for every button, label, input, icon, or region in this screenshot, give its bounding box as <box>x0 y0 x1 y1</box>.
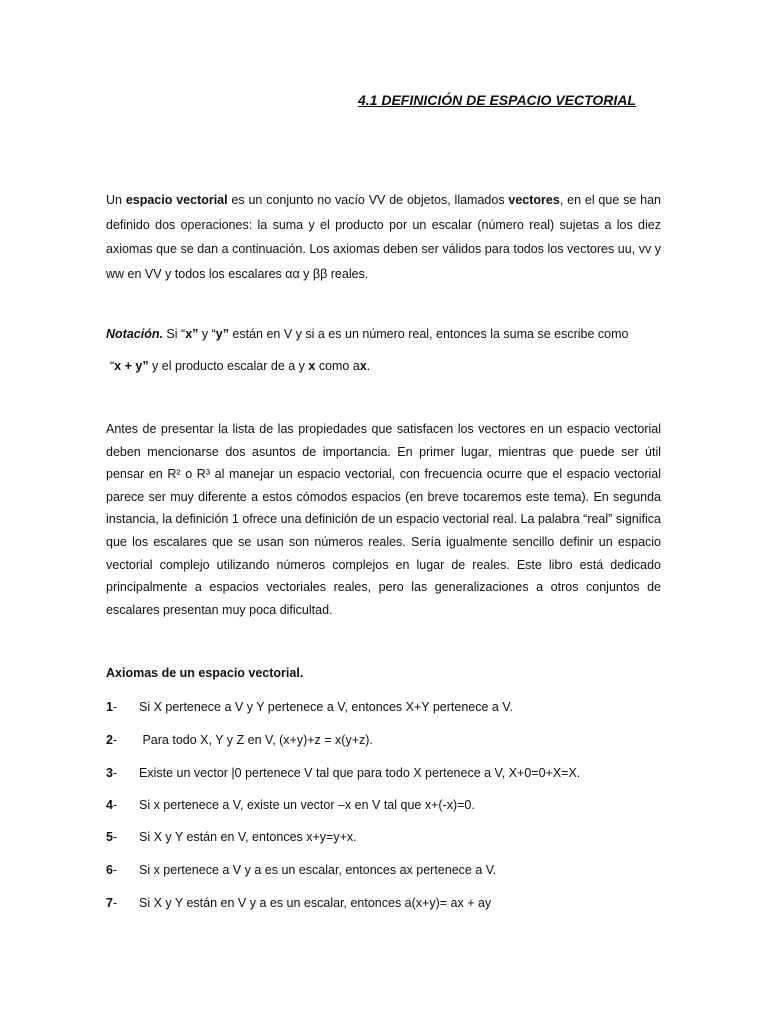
notation-l2-x: x <box>308 359 316 373</box>
axiom-item <box>106 896 491 910</box>
notation-text-3: están en V y si a es un número real, entonces la suma se escribe como <box>228 327 629 341</box>
axiom-text: Existe un vector |0 pertenece V tal que para todo X pertenece a V, X+0=0+X=X. <box>139 766 581 780</box>
axiom-item <box>106 700 513 714</box>
body-paragraph: Antes de presentar la lista de las propiedades que satisfacen los vectores en un espacio vectorial deben mencionarse dos asuntos de importancia. En primer lugar, mientras que puede ser útil pensar en R² o R³ al manejar un espacio vectorial, con frecuencia ocurre que el espacio vectorial parece ser muy diferente a estos cómodos espacios (en breve tocaremos este tema). En segunda instancia, la definición 1 ofrece una definición de un espacio vectorial real. La palabra “real” significa que los escalares que se usan son números reales. Sería igualmente sencillo definir un espacio vectorial complejo utilizando números complejos en lugar de reales. Este libro está dedicado principalmente a espacios vectoriales reales, pero las generalizaciones a otros conjuntos de escalares presentan muy poca dificultad. <box>106 422 661 617</box>
axiom-number: 1- <box>106 700 118 714</box>
axiom-item <box>106 863 496 877</box>
axiom-item <box>106 798 475 812</box>
axiom-item <box>106 830 357 844</box>
notation-x: x” <box>185 327 199 341</box>
axiom-number: 5- <box>106 830 118 844</box>
axiom-text: Si X y Y están en V, entonces x+y=y+x. <box>139 830 357 844</box>
term-espacio-vectorial: espacio vectorial <box>125 193 228 207</box>
axiom-text: Si x pertenece a V y a es un escalar, entonces ax pertenece a V. <box>139 863 497 877</box>
axioms-heading: Axiomas de un espacio vectorial. <box>106 666 304 680</box>
axiom-item <box>106 733 373 747</box>
term-vectores: vectores <box>508 193 560 207</box>
intro-paragraph <box>106 188 661 286</box>
intro-text-2: es un conjunto no vacío VV de objetos, llamados <box>227 193 509 207</box>
notation-line-1 <box>106 324 628 344</box>
axiom-number: 4- <box>106 798 118 812</box>
notation-label: Notación. <box>106 327 163 341</box>
axiom-number: 3- <box>106 766 118 780</box>
axiom-item <box>106 766 580 780</box>
notation-y: y” <box>215 327 229 341</box>
axiom-number: 7- <box>106 896 118 910</box>
intro-text-3: , en el que se han definido dos operaciones: la suma y el producto por un escalar (número real) sujetas a los diez axiomas que se dan a continuación. Los axiomas deben ser válidos para todos los vectores uu, vv y ww en VV y todos los escalares αα y ββ reales. <box>106 193 661 281</box>
axiom-number: 6- <box>106 863 118 877</box>
axiom-text: Para todo X, Y y Z en V, (x+y)+z = x(y+z). <box>139 733 373 747</box>
notation-l2-text-1: “ <box>110 359 115 373</box>
axiom-text: Si x pertenece a V, existe un vector –x en V tal que x+(-x)=0. <box>139 798 475 812</box>
notation-l2-text-2: y el producto escalar de a y <box>148 359 309 373</box>
intro-text-1: Un <box>106 193 126 207</box>
axiom-text: Si X pertenece a V y Y pertenece a V, entonces X+Y pertenece a V. <box>139 700 513 714</box>
notation-l2-text-3: como a <box>315 359 360 373</box>
notation-l2-text-4: . <box>366 359 371 373</box>
notation-l2-sum: x + y” <box>114 359 149 373</box>
axiom-number: 2- <box>106 733 118 747</box>
notation-text-1: Si “ <box>162 327 186 341</box>
axiom-text: Si X y Y están en V y a es un escalar, entonces a(x+y)= ax + ay <box>139 896 492 910</box>
notation-line-2 <box>110 356 370 376</box>
notation-l2-ax: x <box>359 359 367 373</box>
section-title: 4.1 DEFINICIÓN DE ESPACIO VECTORIAL <box>358 92 636 108</box>
notation-text-2: y “ <box>198 327 216 341</box>
